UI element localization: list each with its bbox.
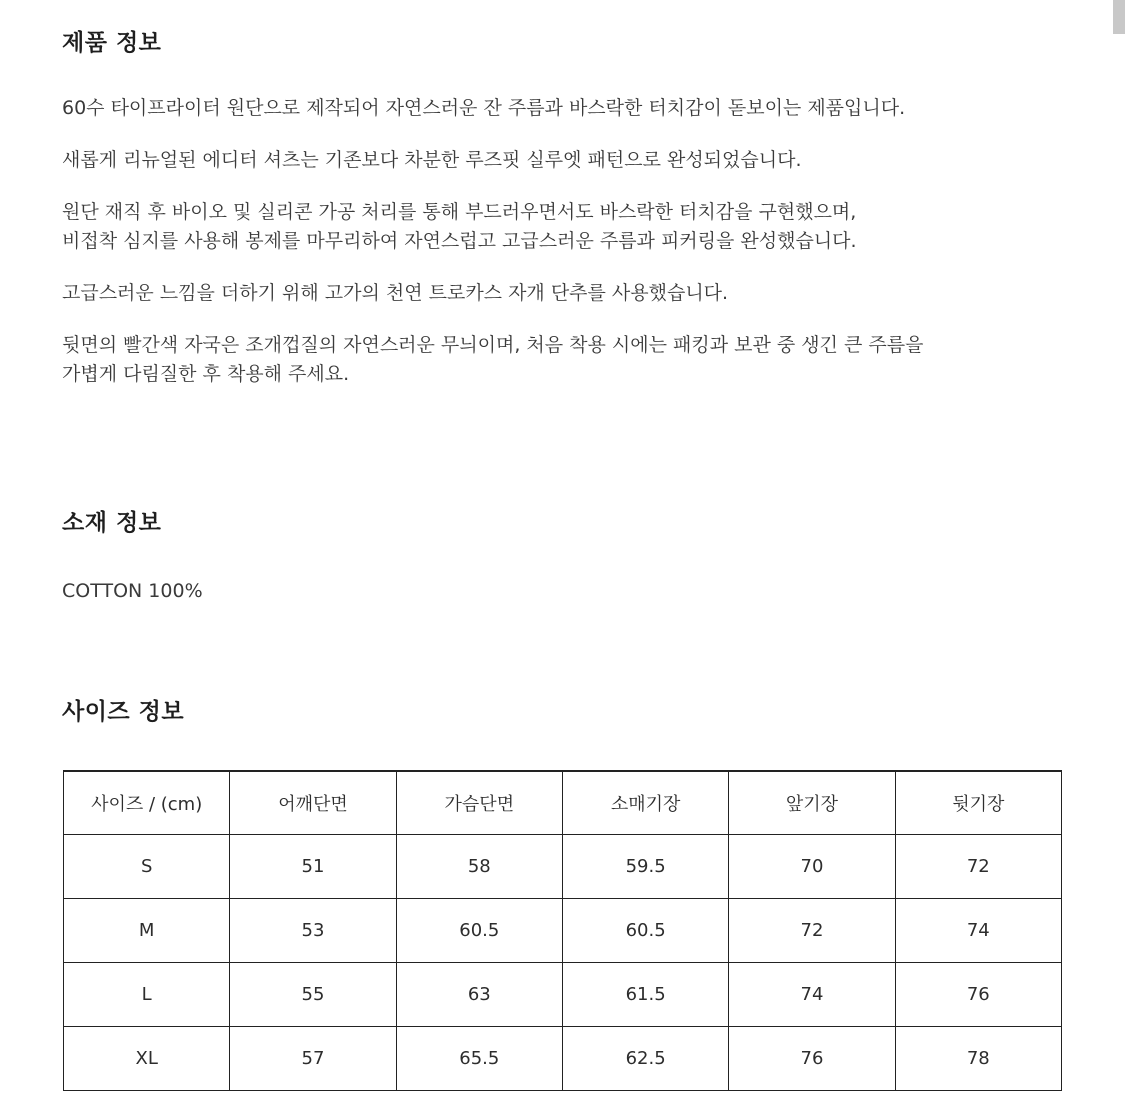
table-cell: 70 <box>729 835 895 899</box>
description-line: 가볍게 다림질한 후 착용해 주세요. <box>62 363 350 385</box>
table-cell: XL <box>64 1027 230 1091</box>
table-cell: 74 <box>895 899 1061 963</box>
table-cell: S <box>64 835 230 899</box>
table-row <box>64 963 1062 1027</box>
table-cell: 55 <box>230 963 396 1027</box>
table-cell: 59.5 <box>562 835 728 899</box>
table-cell: 65.5 <box>396 1027 562 1091</box>
product-description <box>62 94 1062 412</box>
product-info-title: 제품 정보 <box>62 30 162 56</box>
table-cell: L <box>64 963 230 1027</box>
column-header-sleeve: 소매기장 <box>562 771 728 835</box>
table-cell: 53 <box>230 899 396 963</box>
column-header-shoulder: 어깨단면 <box>230 771 396 835</box>
size-info-title: 사이즈 정보 <box>62 699 185 725</box>
description-paragraph <box>62 279 1062 308</box>
column-header-chest: 가슴단면 <box>396 771 562 835</box>
description-line: 원단 재직 후 바이오 및 실리콘 가공 처리를 통해 부드러우면서도 바스락한 터치감을 구현했으며, <box>62 201 857 223</box>
description-line: 새롭게 리뉴얼된 에디터 셔츠는 기존보다 차분한 루즈핏 실루엣 패턴으로 완성되었습니다. <box>62 149 802 171</box>
table-cell: 62.5 <box>562 1027 728 1091</box>
table-cell: 60.5 <box>396 899 562 963</box>
table-row <box>64 835 1062 899</box>
description-paragraph <box>62 146 1062 175</box>
table-cell: 60.5 <box>562 899 728 963</box>
material-composition: COTTON 100% <box>62 580 203 602</box>
table-row <box>64 1027 1062 1091</box>
table-row <box>64 899 1062 963</box>
table-cell: M <box>64 899 230 963</box>
table-cell: 72 <box>895 835 1061 899</box>
table-cell: 78 <box>895 1027 1061 1091</box>
description-line: 비접착 심지를 사용해 봉제를 마무리하여 자연스럽고 고급스러운 주름과 피커링을 완성했습니다. <box>62 230 857 252</box>
table-cell: 58 <box>396 835 562 899</box>
material-info-title: 소재 정보 <box>62 510 162 536</box>
table-cell: 51 <box>230 835 396 899</box>
column-header-back-length: 뒷기장 <box>895 771 1061 835</box>
table-cell: 76 <box>729 1027 895 1091</box>
scrollbar-thumb[interactable] <box>1113 0 1125 34</box>
description-line: 뒷면의 빨간색 자국은 조개껍질의 자연스러운 무늬이며, 처음 착용 시에는 패킹과 보관 중 생긴 큰 주름을 <box>62 334 924 356</box>
table-cell: 74 <box>729 963 895 1027</box>
column-header-size: 사이즈 / (cm) <box>64 771 230 835</box>
table-header-row <box>64 771 1062 835</box>
description-line: 고급스러운 느낌을 더하기 위해 고가의 천연 트로카스 자개 단추를 사용했습니다. <box>62 282 729 304</box>
description-paragraph <box>62 94 1062 123</box>
table-cell: 63 <box>396 963 562 1027</box>
column-header-front-length: 앞기장 <box>729 771 895 835</box>
description-paragraph <box>62 331 1062 389</box>
table-cell: 61.5 <box>562 963 728 1027</box>
description-line: 60수 타이프라이터 원단으로 제작되어 자연스러운 잔 주름과 바스락한 터치감이 돋보이는 제품입니다. <box>62 97 906 119</box>
size-table <box>63 770 1062 1091</box>
table-cell: 76 <box>895 963 1061 1027</box>
description-paragraph <box>62 198 1062 256</box>
table-cell: 72 <box>729 899 895 963</box>
table-cell: 57 <box>230 1027 396 1091</box>
